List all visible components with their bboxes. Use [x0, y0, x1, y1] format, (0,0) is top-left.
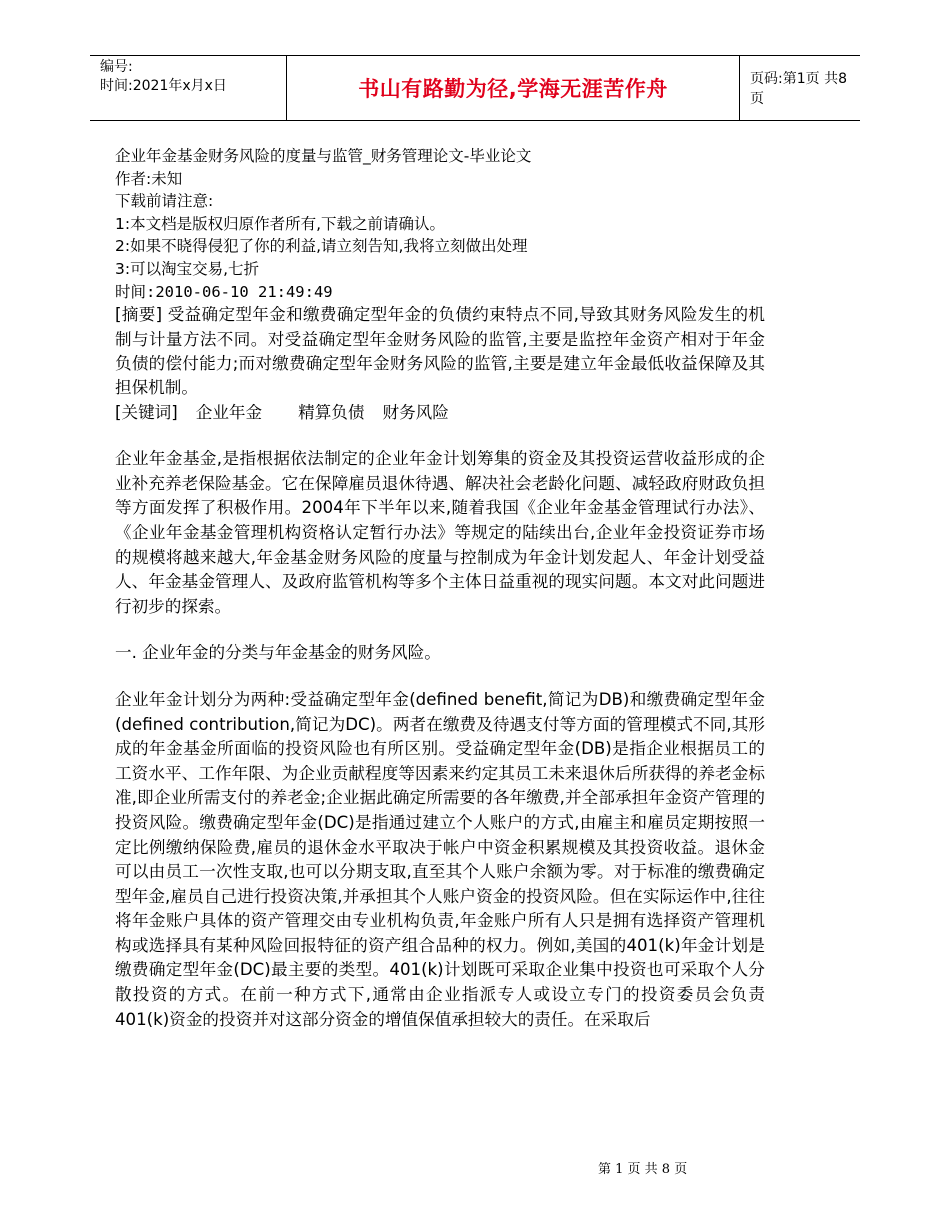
- document-body: [115, 145, 765, 1032]
- paragraph-text: 企业年金计划分为两种:受益确定型年金(defined benefit,简记为DB)和缴费确定型年金(defined contribution,简记为DC)。两者在缴费及待遇支付等方面的管理模式不同,其形成的年金基金所面临的投资风险也有所区别。受益确定型年金(DB)是指企业根据员工的工资水平、工作年限、为企业贡献程度等因素来约定其员工未来退休后所获得的养老金标准,即企业所需支付的养老金;企业据此确定所需要的各年缴费,并全部承担年金资产管理的投资风险。缴费确定型年金(DC)是指通过建立个人账户的方式,由雇主和雇员定期按照一定比例缴纳保险费,雇员的退休金水平取决于帐户中资金积累规模及其投资收益。退休金可以由员工一次性支取,也可以分期支取,直至其个人账户余额为零。对于标准的缴费确定型年金,雇员自己进行投资决策,并承担其个人账户资金的投资风险。但在实际运作中,往往将年金账户具体的资产管理交由专业机构负责,年金账户所有人只是拥有选择资产管理机构或选择具有某种风险回报特征的资产组合品种的权力。例如,美国的401(k)年金计划是缴费确定型年金(DC)最主要的类型。401(k)计划既可采取企业集中投资也可采取个人分散投资的方式。在前一种方式下,通常由企业指派专人或设立专门的投资委员会负责401(k)资金的投资并对这部分资金的增值保值承担较大的责任。在采取后: [115, 689, 765, 1029]
- document-time: 时间:2010-06-10 21:49:49: [115, 282, 333, 301]
- keyword-item: 精算负债: [298, 402, 365, 422]
- abstract-text: [摘要] 受益确定型年金和缴费确定型年金的负债约束特点不同,导致其财务风险发生的机制与计量方法不同。对受益确定型年金财务风险的监管,主要是监控年金资产相对于年金负债的偿付能力;而对缴费确定型年金财务风险的监管,主要是建立年金最低收益保障及其担保机制。: [115, 305, 765, 398]
- document-author: 作者:未知: [115, 169, 183, 188]
- section-heading-1: [115, 641, 765, 666]
- header-time-label: 时间:2021年x月x日: [100, 78, 227, 94]
- paragraph-text: 企业年金基金,是指根据依法制定的企业年金计划筹集的资金及其投资运营收益形成的企业补充养老保险基金。它在保障雇员退休待遇、解决社会老龄化问题、减轻政府财政负担等方面发挥了积极作用。2004年下半年以来,随着我国《企业年金基金管理试行办法》、《企业年金基金管理机构资格认定暂行办法》等规定的陆续出台,企业年金投资证券市场的规模将越来越大,年金基金财务风险的度量与控制成为年金计划发起人、年金计划受益人、年金基金管理人、及政府监管机构等多个主体日益重视的现实问题。本文对此问题进行初步的探索。: [115, 449, 765, 616]
- keyword-item: 财务风险: [382, 402, 449, 422]
- header-page-label: 页码:第1页 共8页: [750, 71, 847, 107]
- body-paragraph-1: [115, 447, 765, 619]
- section-heading-text: 一. 企业年金的分类与年金基金的财务风险。: [115, 643, 441, 663]
- header-number-label: 编号:: [100, 59, 133, 75]
- document-title: 企业年金基金财务风险的度量与监管_财务管理论文-毕业论文: [115, 147, 532, 165]
- abstract-block: [115, 303, 765, 425]
- keywords-line: [115, 401, 765, 425]
- page-footer: 第 1 页 共 8 页: [598, 1162, 688, 1177]
- document-intro: [115, 145, 765, 303]
- page-header: [90, 55, 860, 121]
- keyword-item: 企业年金: [195, 402, 263, 422]
- notice-item-2: 2:如果不晓得侵犯了你的利益,请立刻告知,我将立刻做出处理: [115, 237, 528, 256]
- keywords-label: [关键词]: [115, 402, 178, 422]
- header-meta: [100, 58, 285, 96]
- body-paragraph-2: [115, 688, 765, 1032]
- header-motto: 书山有路勤为径,学海无涯苦作舟: [286, 56, 740, 120]
- notice-item-1: 1:本文档是版权归原作者所有,下载之前请确认。: [115, 214, 446, 233]
- notice-heading: 下载前请注意:: [115, 192, 214, 211]
- notice-item-3: 3:可以淘宝交易,七折: [115, 259, 260, 278]
